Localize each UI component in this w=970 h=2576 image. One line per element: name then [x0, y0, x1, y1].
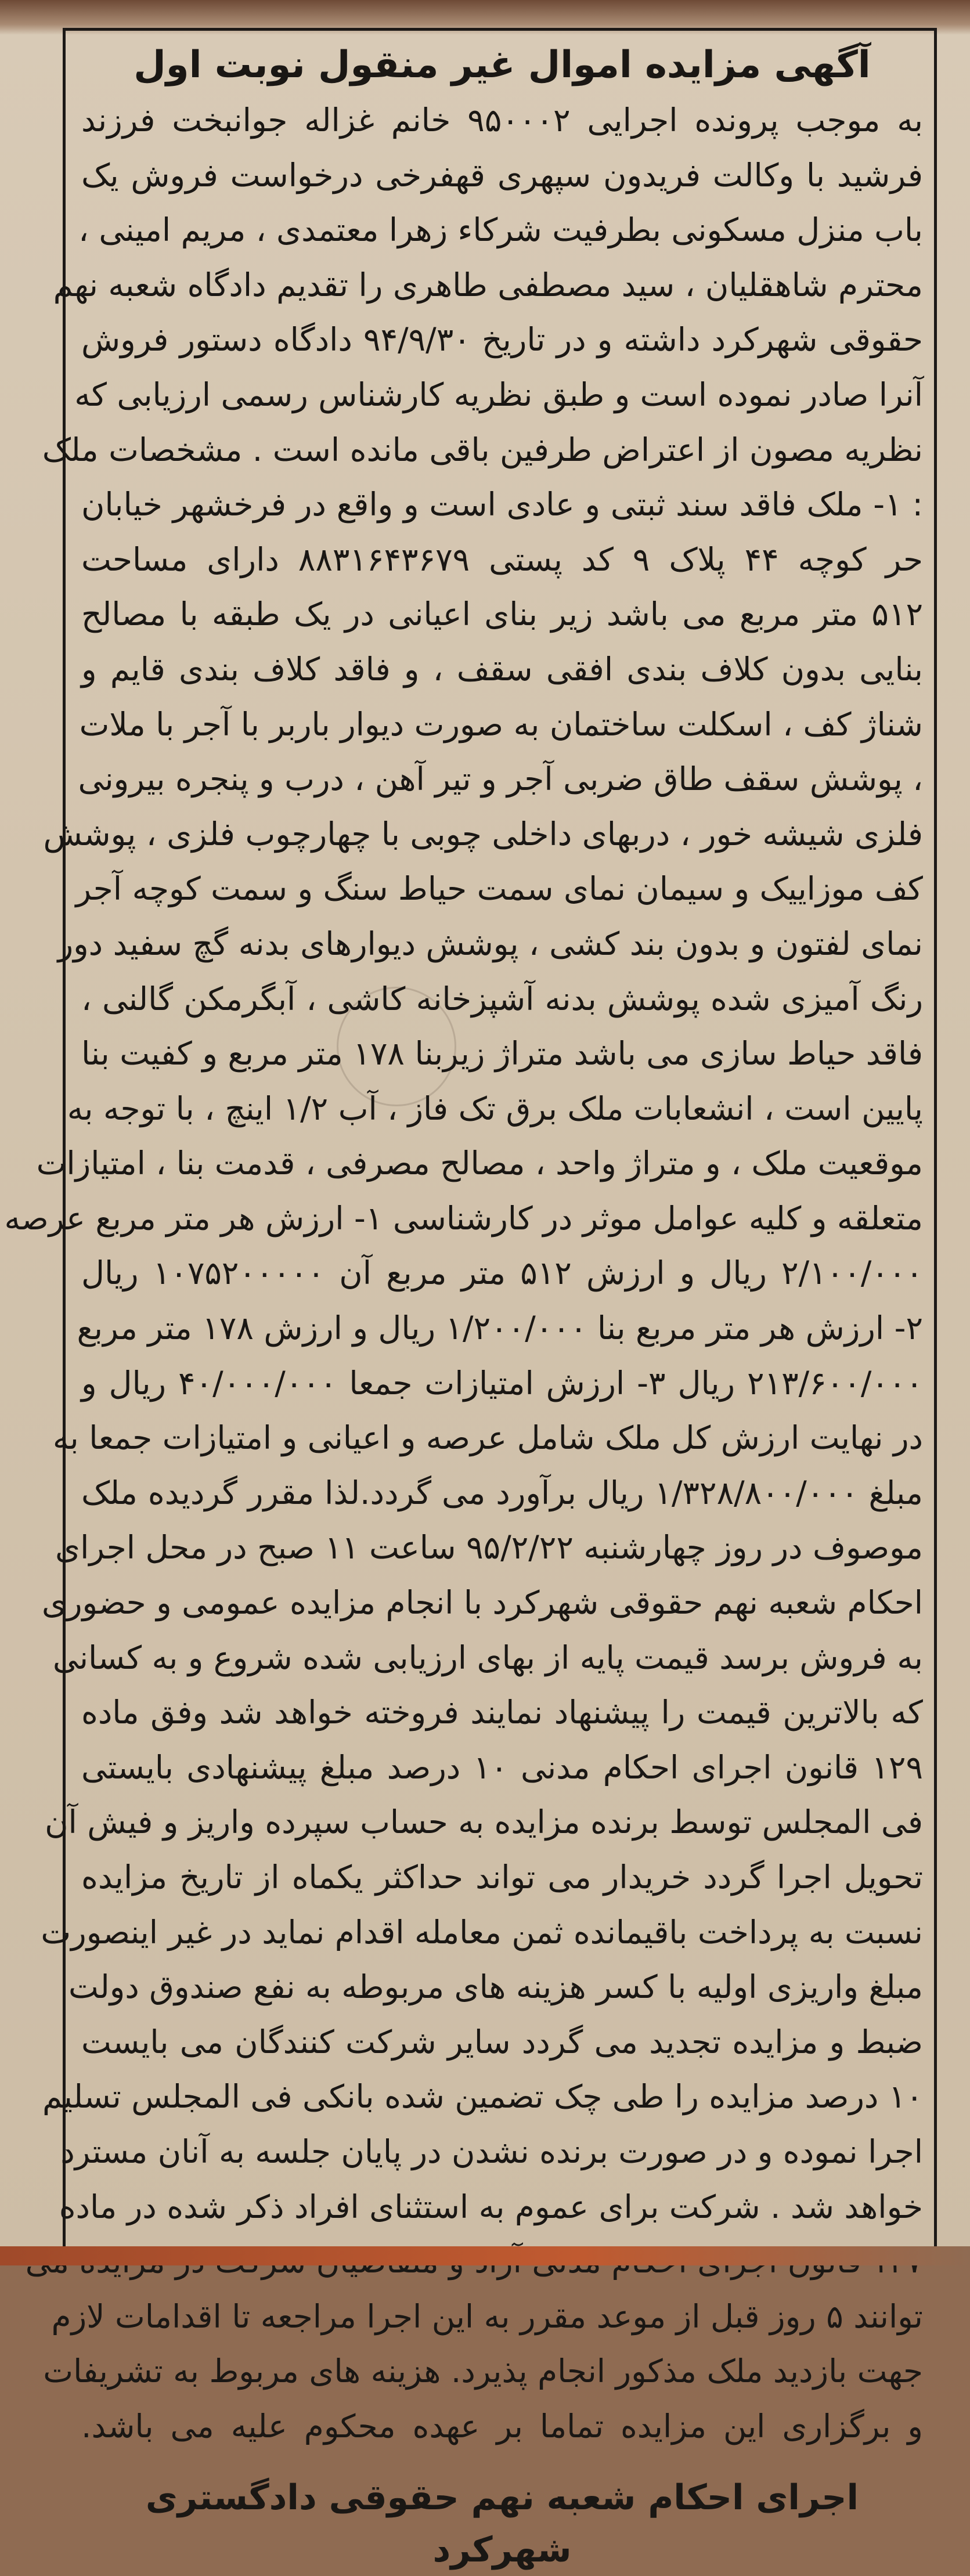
body-line: ضبط و مزایده تجدید می گردد سایر شرکت کنندگان می بایست — [81, 2023, 923, 2061]
body-line: جهت بازدید ملک مذکور انجام پذیرد. هزینه های مربوط به تشریفات — [43, 2353, 923, 2390]
body-line: ۲/۱۰۰/۰۰۰ ریال و ارزش ۵۱۲ متر مربع آن ۱۰۷۵۲۰۰۰۰۰ ریال — [81, 1254, 923, 1292]
body-line: فرشید با وکالت فریدون سپهری قهفرخی درخواست فروش یک — [81, 156, 923, 194]
body-line: اجرا نموده و در صورت برنده نشدن در پایان جلسه به آنان مسترد — [60, 2133, 923, 2170]
body-line: موقعیت ملک ، و متراژ واحد ، مصالح مصرفی ، قدمت بنا ، امتیازات — [36, 1145, 923, 1182]
auction-notice — [4, 41, 924, 2576]
body-line: متعلقه و کلیه عوامل موثر در کارشناسی ۱- ارزش هر متر مربع عرصه — [4, 1199, 923, 1237]
body-line: احکام شعبه نهم حقوقی شهرکرد با انجام مزایده عمومی و حضوری — [41, 1584, 923, 1622]
body-line: نسبت به پرداخت باقیمانده ثمن معامله اقدام نماید در غیر اینصورت — [41, 1913, 923, 1951]
body-line: آنرا صادر نموده است و طبق نظریه کارشناس رسمی ارزیابی که — [74, 376, 923, 413]
body-line: حقوقی شهرکرد داشته و در تاریخ ۹۴/۹/۳۰ دادگاه دستور فروش — [81, 321, 923, 359]
notice-title: آگهی مزایده اموال غیر منقول نوبت اول — [134, 44, 871, 86]
body-line: ، پوشش سقف طاق ضربی آجر و تیر آهن ، درب و پنجره بیرونی — [78, 760, 923, 798]
body-line: باب منزل مسکونی بطرفیت شرکاء زهرا معتمدی ، مریم امینی ، — [78, 211, 923, 249]
body-line: نظریه مصون از اعتراض طرفین باقی مانده است . مشخصات ملک — [42, 431, 923, 468]
body-line: نمای لفتون و بدون بند کشی ، پوشش دیوارهای بدنه گچ سفید دور — [57, 925, 923, 962]
body-line: مبلغ ۱/۳۲۸/۸۰۰/۰۰۰ ریال برآورد می گردد.لذا مقرر گردیده ملک — [81, 1474, 923, 1511]
body-line: که بالاترین قیمت را پیشنهاد نمایند فروخته خواهد شد وفق ماده — [81, 1694, 923, 1731]
body-line: به فروش برسد قیمت پایه از بهای ارزیابی شده شروع و به کسانی — [52, 1639, 923, 1676]
body-line: حر کوچه ۴۴ پلاک ۹ کد پستی ۸۸۳۱۶۴۳۶۷۹ دارای مساحت — [81, 540, 923, 578]
body-line: خواهد شد . شرکت برای عموم به استثنای افراد ذکر شده در ماده — [59, 2188, 923, 2225]
body-line: پایین است ، انشعابات ملک برق تک فاز ، آب ۱/۲ اینچ ، با توجه به — [67, 1089, 923, 1127]
body-line: ۲- ارزش هر متر مربع بنا ۱/۲۰۰/۰۰۰ ریال و ارزش ۱۷۸ متر مربع — [77, 1309, 923, 1347]
notice-body — [4, 93, 924, 2454]
body-line: ۲۱۳/۶۰۰/۰۰۰ ریال ۳- ارزش امتیازات جمعا ۴۰/۰۰۰/۰۰۰ ریال و — [81, 1364, 923, 1402]
notice-signature: اجرای احکام شعبه نهم حقوقی دادگستری شهرکرد — [145, 2477, 859, 2570]
body-line: موصوف در روز چهارشنبه ۹۵/۲/۲۲ ساعت ۱۱ صبح در محل اجرای — [55, 1529, 923, 1567]
body-line: فلزی شیشه خور ، دربهای داخلی چوبی با چهارچوب فلزی ، پوشش — [43, 815, 923, 853]
body-line: فاقد حیاط سازی می باشد متراژ زیربنا ۱۷۸ متر مربع و کفیت بنا — [81, 1035, 924, 1073]
body-line: تحویل اجرا گردد خریدار می تواند حداکثر یکماه از تاریخ مزایده — [81, 1859, 923, 1896]
body-line: ۱۲۹ قانون اجرای احکام مدنی ۱۰ درصد مبلغ پیشنهادی بایستی — [81, 1748, 923, 1786]
body-line: شناژ کف ، اسکلت ساختمان به صورت دیوار باربر با آجر با ملات — [79, 705, 923, 743]
body-line: رنگ آمیزی شده پوشش بدنه آشپزخانه کاشی ، آبگرمکن گالنی ، — [81, 980, 923, 1018]
body-line: ۵۱۲ متر مربع می باشد زیر بنای اعیانی در یک طبقه با مصالح — [81, 596, 923, 633]
next-clipping-edge — [0, 2246, 970, 2265]
body-line: فی المجلس توسط برنده مزایده به حساب سپرده واریز و فیش آن — [45, 1803, 923, 1841]
body-line: ۱۰ درصد مزایده را طی چک تضمین شده بانکی فی المجلس تسلیم — [42, 2078, 923, 2116]
body-line: مبلغ واریزی اولیه با کسر هزینه های مربوطه به نفع صندوق دولت — [68, 1968, 923, 2006]
body-line: محترم شاهقلیان ، سید مصطفی طاهری را تقدیم دادگاه شعبه نهم — [53, 266, 923, 304]
body-line: در نهایت ارزش کل ملک شامل عرصه و اعیانی و امتیازات جمعا به — [52, 1419, 923, 1457]
body-line: و برگزاری این مزایده تماما بر عهده محکوم علیه می باشد. — [81, 2407, 923, 2445]
body-line: به موجب پرونده اجرایی ۹۵۰۰۰۲ خانم غزاله جوانبخت فرزند — [81, 102, 923, 139]
body-line: بنایی بدون کلاف بندی افقی سقف ، و فاقد کلاف بندی قایم و — [81, 650, 923, 688]
body-line: : ۱- ملک فاقد سند ثبتی و عادی است و واقع در فرخشهر خیابان — [81, 486, 924, 524]
body-line: توانند ۵ روز قبل از موعد مقرر به این اجرا مراجعه تا اقدامات لازم — [51, 2297, 923, 2335]
body-line: کف موزاییک و سیمان نمای سمت حیاط سنگ و سمت کوچه آجر — [75, 870, 923, 908]
